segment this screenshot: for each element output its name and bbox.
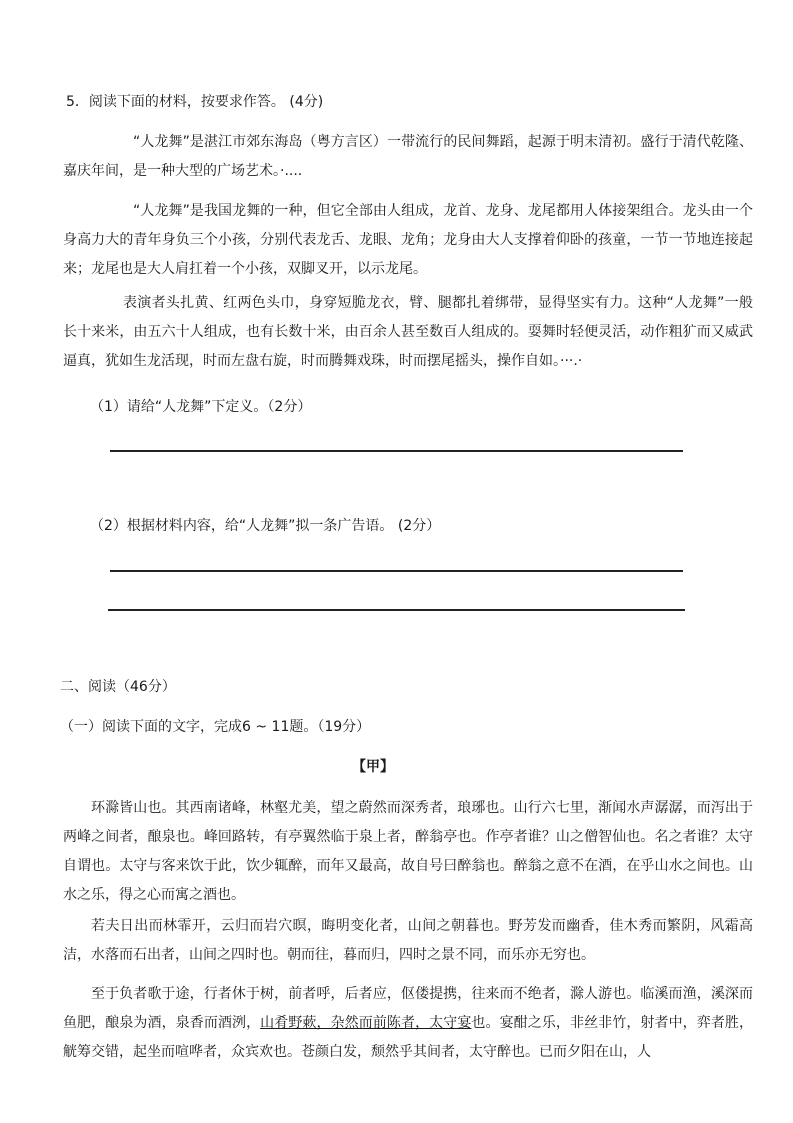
p3-underlined-text: 山肴野蔌，杂然而前陈者，太守宴 xyxy=(260,1015,472,1031)
p3-text-after: 也。宴酣之乐，非丝非竹，射者中，弈者胜，觥筹交错，起坐而喧哗者，众宾欢也。苍颜白发，颓然乎其间者，太守醉也。已而夕阳在山，人 xyxy=(63,1015,754,1060)
passage-paragraph-2: 若夫日出而林霏开，云归而岩穴暝，晦明变化者，山间之朝暮也。野芳发而幽香，佳木秀而繁阴，风霜高洁，水落而石出者，山间之四时也。朝而往，暮而归，四时之景不同，而乐亦无穷也。 xyxy=(63,918,753,963)
p3-text-before: 至于负者歌于途，行者休于树，前者呼，后者应，伛偻提携，往来而不绝者，滁人游也。临溪而渔，溪深而鱼肥，酿泉为酒，泉香而酒洌， xyxy=(63,986,753,1031)
section-2-title: 二、阅读（46分） xyxy=(60,679,176,695)
passage-jia-label: 【甲】 xyxy=(352,759,394,775)
answer-line-1[interactable] xyxy=(110,450,683,452)
q5-paragraph-1: “人龙舞”是湛江市郊东海岛（粤方言区）一带流行的民间舞蹈，起源于明末清初。盛行于清代乾隆、嘉庆年间，是一种大型的广场艺术。·.... xyxy=(63,134,753,179)
passage-paragraph-3 xyxy=(63,980,753,1067)
part-1-instruction: （一）阅读下面的文字，完成6 ~ 11题。（19分） xyxy=(60,719,371,735)
q5-paragraph-2: “人龙舞”是我国龙舞的一种，但它全部由人组成，龙首、龙身、龙尾都用人体接架组合。龙头由一个身高力大的青年身负三个小孩，分别代表龙舌、龙眼、龙角；龙身由大人支撑着仰卧的孩童，一节一节地连接起来；龙尾也是大人肩扛着一个小孩，双脚叉开，以示龙尾。 xyxy=(63,203,753,277)
question-5-header: 5．阅读下面的材料，按要求作答。 (4分) xyxy=(66,94,324,110)
answer-line-3[interactable] xyxy=(108,609,685,611)
q5-paragraph-3: 表演者头扎黄、红两色头巾，身穿短脆龙衣，臂、腿都扎着绑带，显得坚实有力。这种“人龙舞”一般长十来米，由五六十人组成，也有长数十米，由百余人甚至数百人组成的。耍舞时轻便灵活，动作粗犷而又威武逼真，犹如生龙活现，时而左盘右旋，时而腾舞戏珠，时而摆尾摇头，操作自如。···.· xyxy=(63,295,753,369)
q5-sub-question-1: （1）请给“人龙舞”下定义。（2分） xyxy=(90,399,312,415)
answer-line-2[interactable] xyxy=(110,570,683,572)
q5-sub-question-2: （2）根据材料内容，给“人龙舞”拟一条广告语。 (2分） xyxy=(90,518,441,534)
passage-paragraph-1: 环滁皆山也。其西南诸峰，林壑尤美，望之蔚然而深秀者，琅琊也。山行六七里，渐闻水声潺潺，而泻出于两峰之间者，酿泉也。峰回路转，有亭翼然临于泉上者，醉翁亭也。作亭者谁？山之僧智仙也。名之者谁？太守自谓也。太守与客来饮于此，饮少辄醉，而年又最高，故自号曰醉翁也。醉翁之意不在酒，在乎山水之间也。山水之乐，得之心而寓之酒也。 xyxy=(63,800,753,903)
